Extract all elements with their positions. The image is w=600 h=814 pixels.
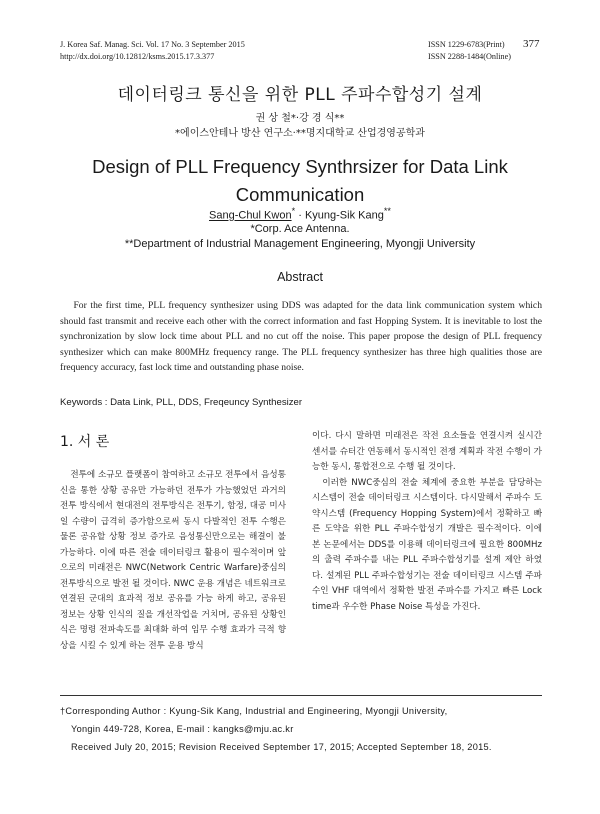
keywords: Keywords : Data Link, PLL, DDS, Freqeuncy Synthesizer (60, 397, 303, 408)
abstract-heading: Abstract (277, 270, 323, 284)
korean-authors: 권 상 철*·강 경 식** (255, 113, 345, 124)
abstract-body (60, 298, 542, 376)
english-title-line1: Design of PLL Frequency Synthrsizer for Data Link (92, 156, 508, 177)
english-title (40, 153, 560, 209)
issn-block (428, 39, 511, 63)
author-name-1: Sang-Chul Kwon (209, 209, 292, 222)
page-number: 377 (523, 38, 540, 50)
english-affiliation-1: *Corp. Ace Antenna. (250, 223, 350, 235)
author-name-2: Kyung-Sik Kang (304, 209, 384, 222)
issn-online: ISSN 2288-1484(Online) (428, 52, 512, 61)
author-separator: · (298, 209, 302, 222)
intro-paragraph-2: 이러한 NWC중심의 전술 체계에 중요한 부분을 담당하는 시스템이 전술 데이터링크 시스템이다. 다시말해서 주파수 도약시스템 (Frequency Hopping System)에서 정확하고 빠른 도약을 위한 PLL 주파수합성기 개발은 필수적이다. 이에 본 논문에서는 DDS를 이용해 데이터링크에 필요한 800MHz의 출력 주파수를 내는 PLL 주파수합성기를 설계 제안 하였다. 설계된 PLL 주파수합성기는 전술 데이터링크 시스템 주파수인 VHF 대역에서 정확한 발전 주파수를 가지고 빠른 Lock time과 우수한 Phase Noise 특성을 가진다. (312, 477, 542, 612)
corresponding-author: †Corresponding Author : Kyung-Sik Kang, Industrial and Engineering, Myongji University, (60, 706, 448, 716)
doi-link[interactable]: http://dx.doi.org/10.12812/ksms.2015.17.3.377 (60, 52, 215, 61)
footnote (60, 702, 546, 756)
received-dates: Received July 20, 2015; Revision Received September 17, 2015; Accepted September 18, 2015. (71, 742, 492, 752)
section-heading: 1. 서 론 (60, 434, 110, 450)
abstract-text: For the first time, PLL frequency synthesizer using DDS was adapted for the data link communication system which should fast transmit and receive each other with the correct information and fast Hopping System. It is inevitable to lost the synchronization by slow lock time about PLL and no cut off the noise. This paper propose the design of PLL frequency synthesizer which can make 800MHz frequency range. The PLL frequency synthesizer has three high qualities those are frequency accuracy, fast lock time and outstanding phase noise. (60, 300, 542, 373)
korean-affiliations: *에이스안테나 방산 연구소·**명지대학교 산업경영공학과 (175, 128, 425, 139)
author-mark-2: ** (383, 206, 391, 216)
issn-print: ISSN 1229-6783(Print) (428, 40, 505, 49)
english-authors (0, 206, 600, 222)
left-column (60, 468, 286, 654)
author-mark-1: * (291, 206, 296, 216)
english-affiliation-2: **Department of Industrial Management Engineering, Myongji University (124, 238, 476, 250)
english-title-line2: Communication (235, 184, 365, 205)
intro-paragraph-1-continued: 이다. 다시 말하면 미래전은 작전 요소들을 연결시켜 실시간 센서를 슈터간 연동해서 동시적인 전쟁 계획과 작전 수행이 가능한 동시, 통합전으로 수행 될 것이다. (312, 431, 542, 472)
journal-header (60, 39, 245, 63)
journal-citation: J. Korea Saf. Manag. Sci. Vol. 17 No. 3 September 2015 (60, 40, 245, 49)
author-address: Yongin 449-728, Korea, E-mail : kangks@mju.ac.kr (71, 724, 294, 734)
footnote-divider (60, 695, 542, 696)
intro-paragraph-1: 전투에 소규모 플랫폼이 참여하고 소규모 전투에서 음성통신을 통한 상황 공유만 가능하던 전투가 가능했었던 과거의 전투 방식에서 현대전의 전투방식은 전투기, 함정, 대공 미사일 수량이 급격히 증가함으로써 동시 다발적인 전투 수행은 물론 공유할 상황 정보 증가로 음성통신만으로는 해결이 불가능하다. 이에 따른 전술 데이터링크 활용이 필수적이며 앞으로의 미래전은 NWC(Network Centric Warfare)중심의 전투방식으로 발전 될 것이다. NWC 운용 개념은 네트워크로 연결된 군대의 효과적 정보 공유를 가능 하게 하고, 공유된 정보는 상황 인식의 질을 개선작업을 거치며, 공유된 상황인식은 명령 전파속도를 최대화 하여 임무 수행 효과가 극적 향상을 시킬 수 있게 하는 전투 운용 방식 (60, 470, 286, 651)
korean-title: 데이터링크 통신을 위한 PLL 주파수합성기 설계 (117, 85, 483, 105)
right-column (312, 429, 542, 615)
